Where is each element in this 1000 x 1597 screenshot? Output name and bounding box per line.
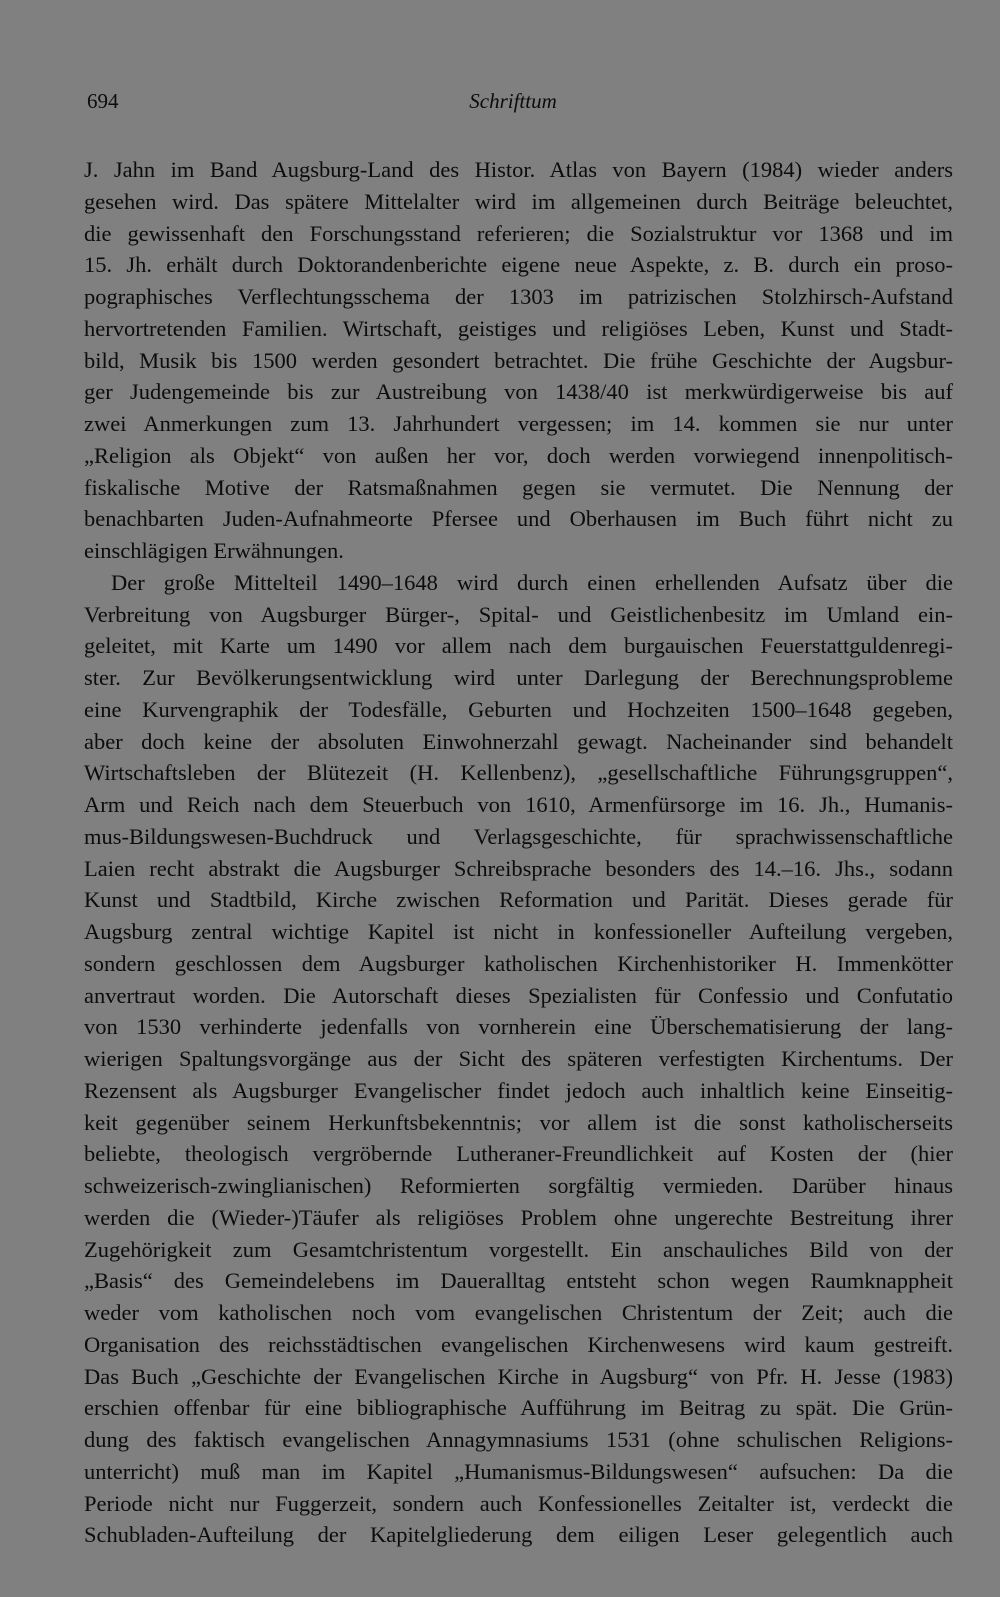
text-line: erschien offenbar für eine bibliographische Aufführung im Beitrag zu spät. Die Grün- (84, 1395, 953, 1421)
text-line: Organisation des reichsstädtischen evangelischen Kirchenwesens wird kaum gestreift. (84, 1331, 953, 1357)
text-line: fiskalische Motive der Ratsmaßnahmen gegen sie vermutet. Die Nennung der (84, 474, 953, 500)
text-line: pographisches Verflechtungsschema der 1303 im patrizischen Stolzhirsch-Aufstand (84, 284, 953, 309)
text-line: Periode nicht nur Fuggerzeit, sondern auch Konfessionelles Zeitalter ist, verdeckt die (84, 1490, 953, 1516)
text-line: Kunst und Stadtbild, Kirche zwischen Reformation und Parität. Dieses gerade für (84, 887, 953, 913)
text-line: unterricht) muß man im Kapitel „Humanismus-Bildungswesen“ aufsuchen: Da die (84, 1458, 953, 1484)
text-line: eine Kurvengraphik der Todesfälle, Geburten und Hochzeiten 1500–1648 gegeben, (84, 696, 953, 722)
page-header (87, 86, 939, 116)
text-line: 15. Jh. erhält durch Doktorandenberichte eigene neue Aspekte, z. B. durch ein proso- (84, 252, 953, 278)
text-line: Das Buch „Geschichte der Evangelischen Kirche in Augsburg“ von Pfr. H. Jesse (1983) (84, 1363, 953, 1389)
text-line: Laien recht abstrakt die Augsburger Schreibsprache besonders des 14.–16. Jhs., sodann (84, 855, 953, 881)
text-line: dung des faktisch evangelischen Annagymnasiums 1531 (ohne schulischen Religions- (84, 1427, 953, 1452)
text-line: Schubladen-Aufteilung der Kapitelgliederung dem eiligen Leser gelegentlich auch (84, 1522, 953, 1548)
text-line: die gewissenhaft den Forschungsstand referieren; die Sozialstruktur vor 1368 und im (84, 220, 953, 246)
text-line: Augsburg zentral wichtige Kapitel ist nicht in konfessioneller Aufteilung vergeben, (84, 919, 953, 944)
text-line: gesehen wird. Das spätere Mittelalter wird im allgemeinen durch Beiträge beleuchtet, (84, 188, 953, 214)
text-line: bild, Musik bis 1500 werden gesondert betrachtet. Die frühe Geschichte der Augsbur- (84, 347, 953, 373)
page-number: 694 (87, 89, 119, 113)
text-line: keit gegenüber seinem Herkunftsbekenntnis; vor allem ist die sonst katholischerseits (84, 1109, 953, 1135)
paragraph-start-line: Der große Mittelteil 1490–1648 wird durch einen erhellenden Aufsatz über die (111, 569, 953, 595)
running-title: Schrifttum (469, 89, 557, 113)
text-line: zwei Anmerkungen zum 13. Jahrhundert vergessen; im 14. kommen sie nur unter (84, 411, 953, 436)
text-line: Arm und Reich nach dem Steuerbuch von 1610, Armenfürsorge im 16. Jh., Humanis- (84, 792, 953, 817)
text-line: beliebte, theologisch vergröbernde Lutheraner-Freundlichkeit auf Kosten der (hier (84, 1141, 953, 1167)
text-line: mus-Bildungswesen-Buchdruck und Verlagsgeschichte, für sprachwissenschaftliche (84, 823, 953, 849)
text-line: „Religion als Objekt“ von außen her vor, doch werden vorwiegend innenpolitisch- (84, 442, 953, 468)
text-line: Verbreitung von Augsburger Bürger-, Spital- und Geistlichenbesitz im Umland ein- (84, 601, 953, 627)
text-line: sondern geschlossen dem Augsburger katholischen Kirchenhistoriker H. Immenkötter (84, 950, 953, 976)
text-line: Wirtschaftsleben der Blütezeit (H. Kellenbenz), „gesellschaftliche Führungsgruppen“, (84, 760, 953, 786)
text-line: weder vom katholischen noch vom evangelischen Christentum der Zeit; auch die (84, 1300, 953, 1325)
text-line: schweizerisch-zwinglianischen) Reformierten sorgfältig vermieden. Darüber hinaus (84, 1173, 953, 1198)
text-line: aber doch keine der absoluten Einwohnerzahl gewagt. Nacheinander sind behandelt (84, 728, 953, 754)
text-line: einschlägigen Erwähnungen. (84, 538, 344, 563)
body-text (84, 154, 953, 1551)
text-line: ger Judengemeinde bis zur Austreibung von 1438/40 ist merkwürdigerweise bis auf (84, 379, 953, 405)
text-line: werden die (Wieder-)Täufer als religiöses Problem ohne ungerechte Bestreitung ihrer (84, 1204, 953, 1230)
text-line: ster. Zur Bevölkerungsentwicklung wird unter Darlegung der Berechnungsprobleme (84, 665, 953, 690)
text-line: von 1530 verhinderte jedenfalls von vornherein eine Überschematisierung der lang- (84, 1014, 953, 1040)
text-line: wierigen Spaltungsvorgänge aus der Sicht des späteren verfestigten Kirchentums. Der (84, 1046, 953, 1071)
text-line: „Basis“ des Gemeindelebens im Daueralltag entsteht schon wegen Raumknappheit (84, 1268, 953, 1294)
text-line: hervortretenden Familien. Wirtschaft, geistiges und religiöses Leben, Kunst und Stadt- (84, 315, 953, 341)
text-line: Zugehörigkeit zum Gesamtchristentum vorgestellt. Ein anschauliches Bild von der (84, 1236, 953, 1262)
text-line: geleitet, mit Karte um 1490 vor allem nach dem burgauischen Feuerstattguldenregi- (84, 633, 953, 659)
text-line: Rezensent als Augsburger Evangelischer findet jedoch auch inhaltlich keine Einseitig- (84, 1077, 953, 1103)
text-line: J. Jahn im Band Augsburg-Land des Histor. Atlas von Bayern (1984) wieder anders (84, 157, 953, 182)
text-line: benachbarten Juden-Aufnahmeorte Pfersee und Oberhausen im Buch führt nicht zu (84, 506, 953, 532)
text-line: anvertraut worden. Die Autorschaft dieses Spezialisten für Confessio und Confutatio (84, 982, 953, 1008)
